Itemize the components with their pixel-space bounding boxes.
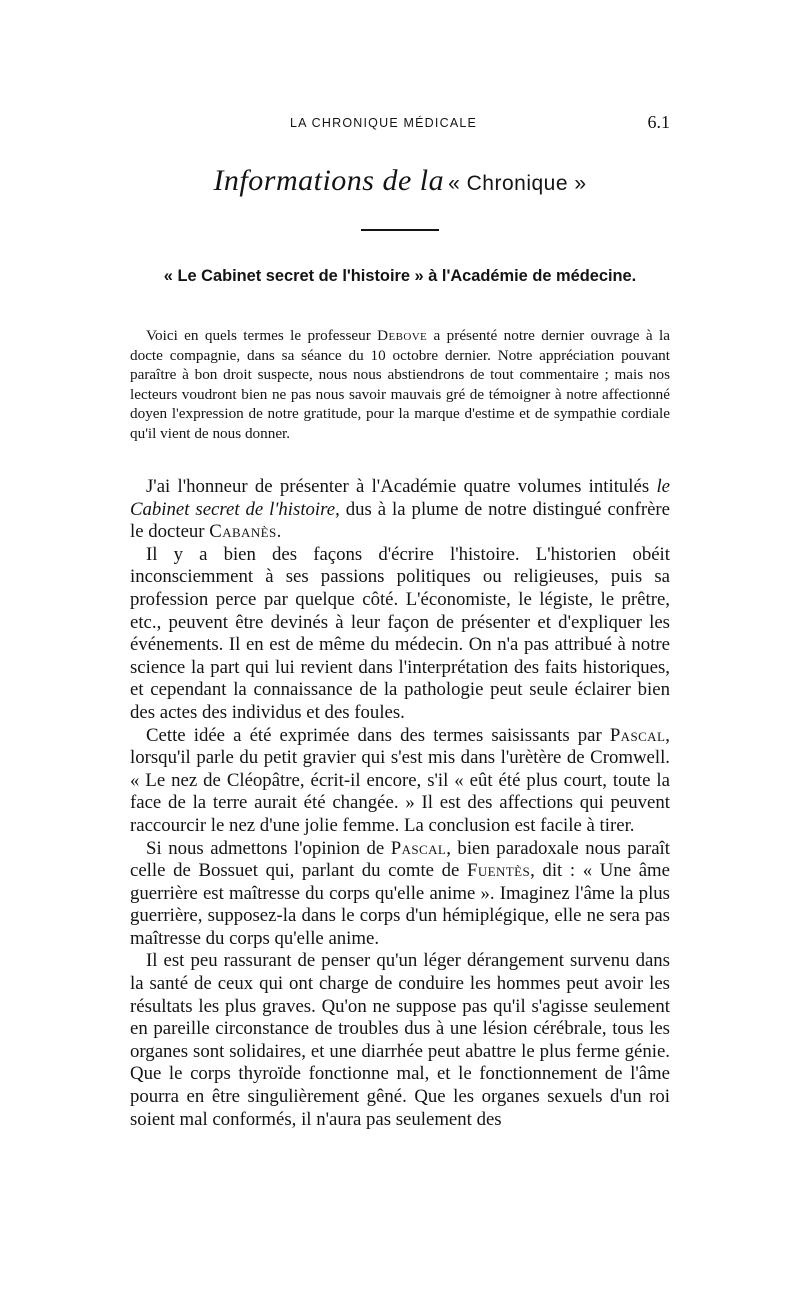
p1-text-a: J'ai l'honneur de présenter à l'Académie quatre volumes intitulés (146, 476, 657, 497)
article-body (130, 476, 670, 1131)
intro-text-1: Voici en quels termes le professeur (146, 327, 378, 344)
page-header (130, 112, 670, 136)
name-pascal: Pascal (609, 724, 666, 746)
author-name-debove: Debove (377, 327, 428, 344)
title-divider (361, 229, 439, 231)
p1-text-b: , dus à la plume de notre distingué confrère le docteur (130, 498, 670, 543)
body-paragraph-2: Il y a bien des façons d'écrire l'histoire. L'historien obéit inconsciemment à ses passions politiques ou religieuses, puis sa profession perce par quelque côté. L'économiste, le légiste, le prêtre, etc., peuvent être devinés à leur façon de présenter et d'expliquer les événements. Il en est de même du médecin. On n'a pas attribué à notre science la part qui lui revient dans l'interprétation des faits historiques, et cependant la connaissance de la pathologie peut seule éclairer bien des actes des individus et des foules. (130, 543, 670, 723)
p4-text-a: Si nous admettons l'opinion de (146, 837, 391, 859)
p4-text-b: , bien paradoxale nous paraît celle de Bossuet qui, parlant du comte de (130, 837, 670, 882)
section-title-chronique: « Chronique » (448, 172, 587, 195)
section-title (130, 164, 670, 198)
intro-paragraph (130, 326, 670, 444)
body-paragraph-5: Il est peu rassurant de penser qu'un léger dérangement survenu dans la santé de ceux qui ont charge de conduire les hommes peut avoir les résultats les plus graves. Qu'on ne suppose pas qu'il s'agisse seulement en pareille circonstance de troubles dus à une lésion cérébrale, tous les organes sont solidaires, et une diarrhée peut abattre le plus ferme génie. Que le corps thyroïde fonctionne mal, et le fonctionnement de l'âme pourra en être singulièrement gêné. Que les organes sexuels d'un roi soient mal conformés, il n'aura pas seulement des (130, 950, 670, 1130)
p3-text-b: , lorsqu'il parle du petit gravier qui s'est mis dans l'urètère de Cromwell. « Le nez de Cléopâtre, écrit-il encore, s'il « eût été plus court, toute la face de la terre aurait été changée. » Il est des affections qui peuvent raccourcir le nez d'une jolie femme. La conclusion est facile à tirer. (130, 724, 670, 836)
body-paragraph-3 (130, 725, 670, 838)
body-paragraph-1 (130, 476, 670, 544)
article-subtitle: « Le Cabinet secret de l'histoire » à l'Académie de médecine. (163, 267, 637, 285)
author-name-cabanes: Cabanès (209, 521, 277, 543)
p1-text-c: . (276, 521, 282, 543)
p4-text-c: , dit : « Une âme guerrière est maîtresse du corps qu'elle anime ». Imaginez l'âme la plus guerrière, supposez-la dans le corps d'un hémiplégique, elle ne sera pas maîtresse du corps qu'elle anime. (130, 860, 670, 949)
section-title-italic: Informations de la (213, 164, 445, 197)
intro-text-2: a présenté notre dernier ouvrage à la docte compagnie, dans sa séance du 10 octobre dernier. Notre appréciation pouvant paraître à bon droit suspecte, nous nous abstiendrons de tout commentaire ; mais nos lecteurs voudront bien ne pas nous savoir mauvais gré de témoigner à notre affectionné doyen l'expression de notre gratitude, pour la marque d'estime et de sympathie cordiale qu'il vient de nous donner. (130, 327, 670, 442)
name-pascal: Pascal (390, 837, 447, 859)
name-fuentes: Fuentès (467, 860, 531, 882)
body-paragraph-4 (130, 838, 670, 951)
running-title: LA CHRONIQUE MÉDICALE (290, 116, 478, 130)
book-title: le Cabinet secret de l'histoire (130, 476, 670, 520)
p3-text-a: Cette idée a été exprimée dans des termes saisissants par (146, 724, 610, 746)
page-number: 6.1 (647, 112, 670, 132)
